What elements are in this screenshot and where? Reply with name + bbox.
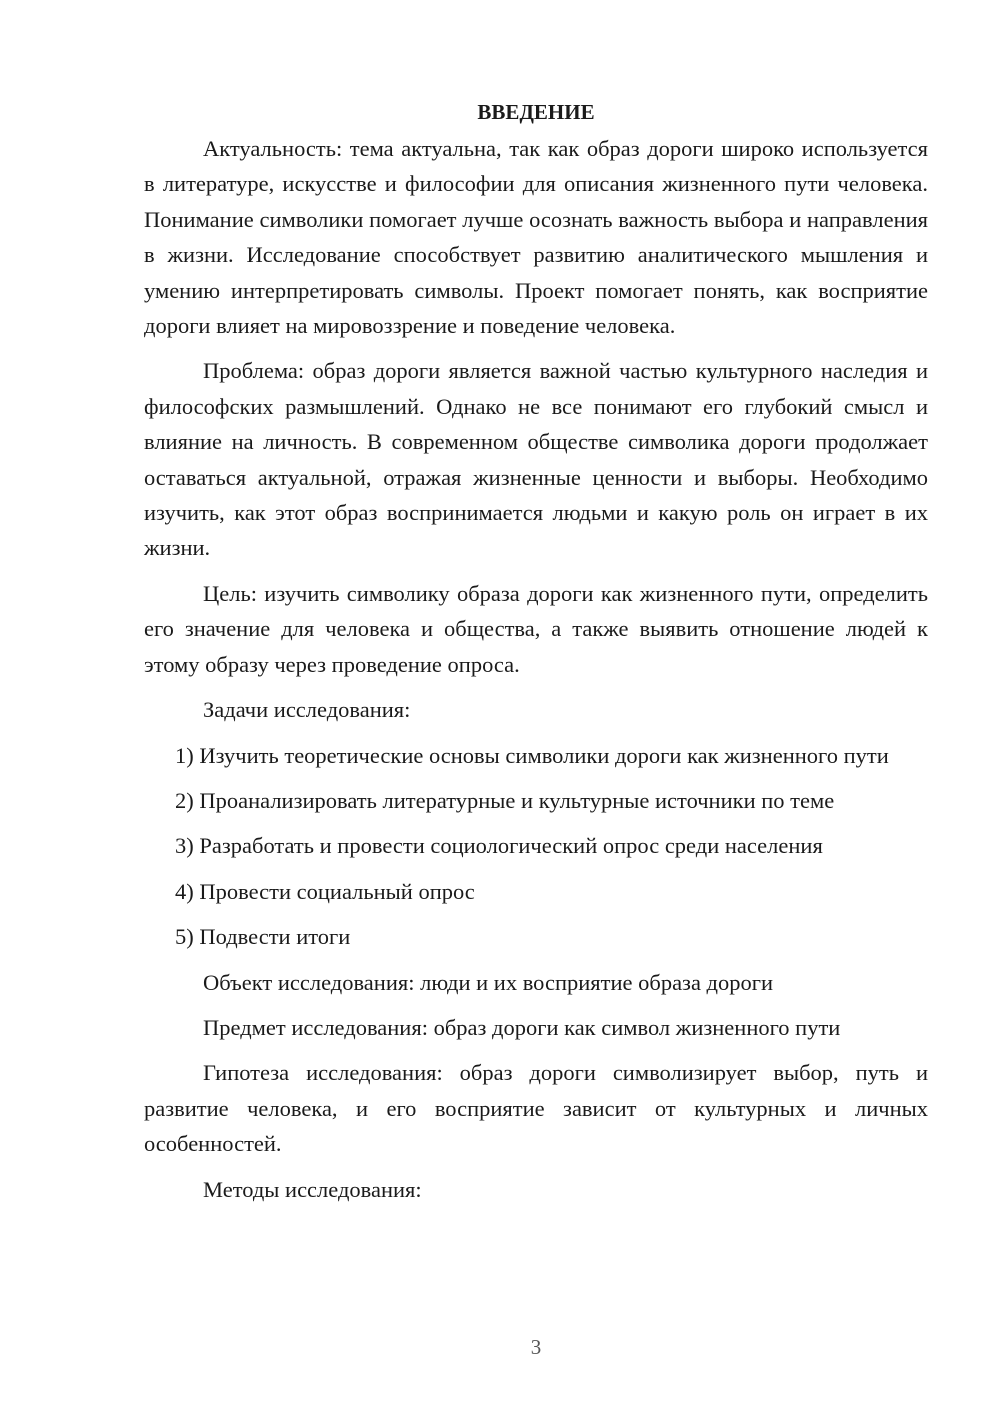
paragraph-tasks-heading: Задачи исследования: <box>203 697 411 723</box>
task-item-3: 3) Разработать и провести социологический опрос среди населения <box>175 833 823 859</box>
task-item-2: 2) Проанализировать литературные и культурные источники по теме <box>175 787 835 813</box>
paragraph-methods-heading: Методы исследования: <box>203 1176 422 1202</box>
paragraph-object: Объект исследования: люди и их восприятие образа дороги <box>203 969 774 995</box>
task-item-4: 4) Провести социальный опрос <box>175 878 475 904</box>
task-item-5: 5) Подвести итоги <box>175 924 351 950</box>
document-body <box>144 96 928 1207</box>
paragraph-hypothesis: Гипотеза исследования: образ дороги символизирует выбор, путь и развитие человека, и его восприятие зависит от культурных и личных особенностей. <box>144 1060 928 1157</box>
paragraph-problem: Проблема: образ дороги является важной частью культурного наследия и философских размышлений. Однако не все понимают его глубокий смысл и влияние на личность. В современном обществе символика дороги продолжает оставаться актуальной, отражая жизненные ценности и выборы. Необходимо изучить, как этот образ воспринимается людьми и какую роль он играет в их жизни. <box>144 358 928 561</box>
paragraph-subject: Предмет исследования: образ дороги как символ жизненного пути <box>203 1014 841 1040</box>
page-number: 3 <box>530 1335 542 1359</box>
paragraph-relevance: Актуальность: тема актуальна, так как образ дороги широко используется в литературе, искусстве и философии для описания жизненного пути человека. Понимание символики помогает лучше осознать важность выбора и направления в жизни. Исследование способствует развитию аналитического мышления и умению интерпретировать символы. Проект помогает понять, как восприятие дороги влияет на мировоззрение и поведение человека. <box>144 136 928 339</box>
paragraph-goal: Цель: изучить символику образа дороги как жизненного пути, определить его значение для человека и общества, а также выявить отношение людей к этому образу через проведение опроса. <box>144 580 928 677</box>
task-item-1: 1) Изучить теоретические основы символики дороги как жизненного пути <box>175 742 889 768</box>
section-title: ВВЕДЕНИЕ <box>477 100 595 124</box>
